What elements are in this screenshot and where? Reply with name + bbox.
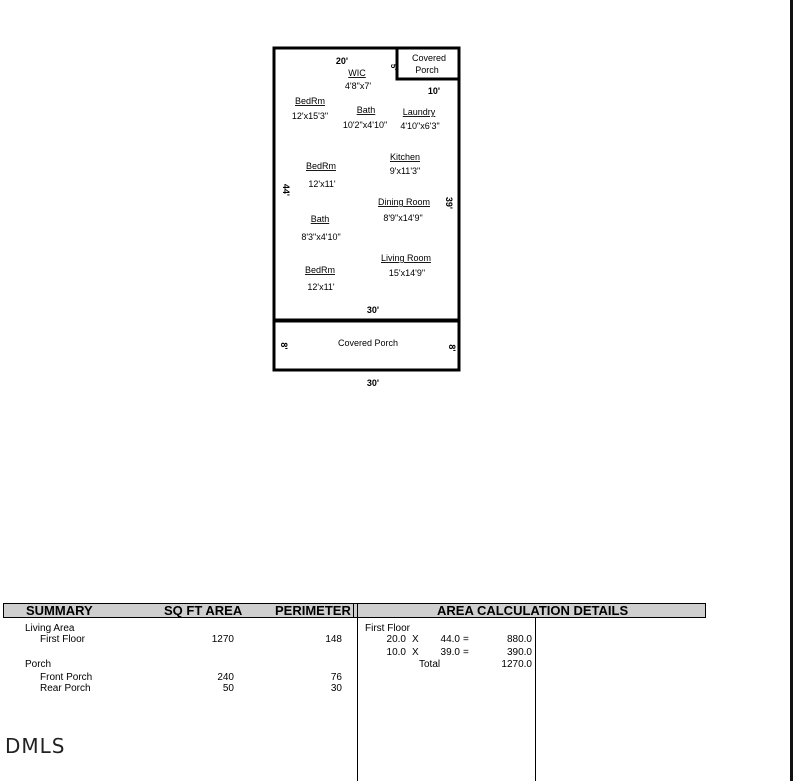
rear-porch-perimeter: 30 [330,683,342,694]
calc-total-label: Total [419,659,441,670]
calc-row1-result: 880.0 [506,634,532,645]
calc-row1-a: 20.0 [386,634,406,645]
bath1-name: Bath [356,105,376,115]
rear-porch-area: 50 [222,683,234,694]
bath2-size: 8'3"x4'10" [301,232,341,242]
bedroom1-size: 12'x15'3" [291,111,329,121]
first-floor-perimeter: 148 [325,634,342,645]
details-column-divider [357,603,358,781]
laundry-size: 4'10"x6'3" [400,121,440,131]
calc-row2-a: 10.0 [386,647,406,658]
front-porch-right-dimension: 8' [447,344,457,352]
porch-label: Porch [25,659,52,670]
bedroom2-name: BedRm [305,161,337,171]
dmls-logo: DMLS [5,734,66,758]
kitchen-name: Kitchen [389,152,421,162]
calc-row2-result: 390.0 [506,647,532,658]
details-first-floor-label: First Floor [365,623,410,634]
calc-row2-eq: = [463,647,469,658]
bedroom1-name: BedRm [294,96,326,106]
front-porch-label: Covered Porch [337,338,399,348]
summary-header: SUMMARY [26,603,93,618]
bottom-dimension: 30' [366,378,380,388]
kitchen-size: 9'x11'3" [389,166,421,176]
front-porch-label: Front Porch [40,672,93,683]
front-porch-perimeter: 76 [330,672,342,683]
calc-row1-x: X [412,634,419,645]
rear-porch-depth-dimension: 5' [389,63,398,71]
summary-header-bar [3,603,706,618]
right-dimension: 39' [444,196,454,210]
perimeter-header: PERIMETER [275,603,351,618]
calc-row2-b: 39.0 [440,647,460,658]
front-porch-area: 240 [217,672,234,683]
calc-total-value: 1270.0 [501,659,532,670]
top-dimension: 20' [335,56,349,66]
first-floor-label: First Floor [40,634,85,645]
rear-porch-label-line1: Covered [411,53,447,63]
area-calc-details-header: AREA CALCULATION DETAILS [437,603,629,618]
dining-size: 8'9"x14'9" [383,213,423,223]
rear-porch-label: Rear Porch [40,683,91,694]
bedroom3-name: BedRm [304,265,336,275]
living-area-label: Living Area [25,623,75,634]
first-floor-area: 1270 [211,634,234,645]
wic-size: 4'8"x7' [344,81,372,91]
mid-dimension: 30' [366,305,380,315]
wic-name: WIC [348,68,366,78]
rear-porch-width-dimension: 10' [427,86,441,96]
living-name: Living Room [380,253,432,263]
bath1-size: 10'2"x4'10" [342,120,388,130]
calc-row1-b: 44.0 [440,634,460,645]
header-divider [353,603,354,618]
details-right-divider [535,618,536,781]
laundry-name: Laundry [402,107,436,117]
living-size: 15'x14'9" [388,268,426,278]
calc-row2-x: X [412,647,419,658]
left-dimension: 44' [281,183,291,197]
sqft-area-header: SQ FT AREA [164,603,243,618]
dining-name: Dining Room [377,197,431,207]
bedroom3-size: 12'x11' [307,282,335,292]
right-edge-rule [790,0,793,781]
bath2-name: Bath [310,214,330,224]
rear-porch-label-line2: Porch [415,65,439,75]
calc-row1-eq: = [463,634,469,645]
bedroom2-size: 12'x11' [308,179,336,189]
front-porch-left-dimension: 8' [279,342,289,350]
